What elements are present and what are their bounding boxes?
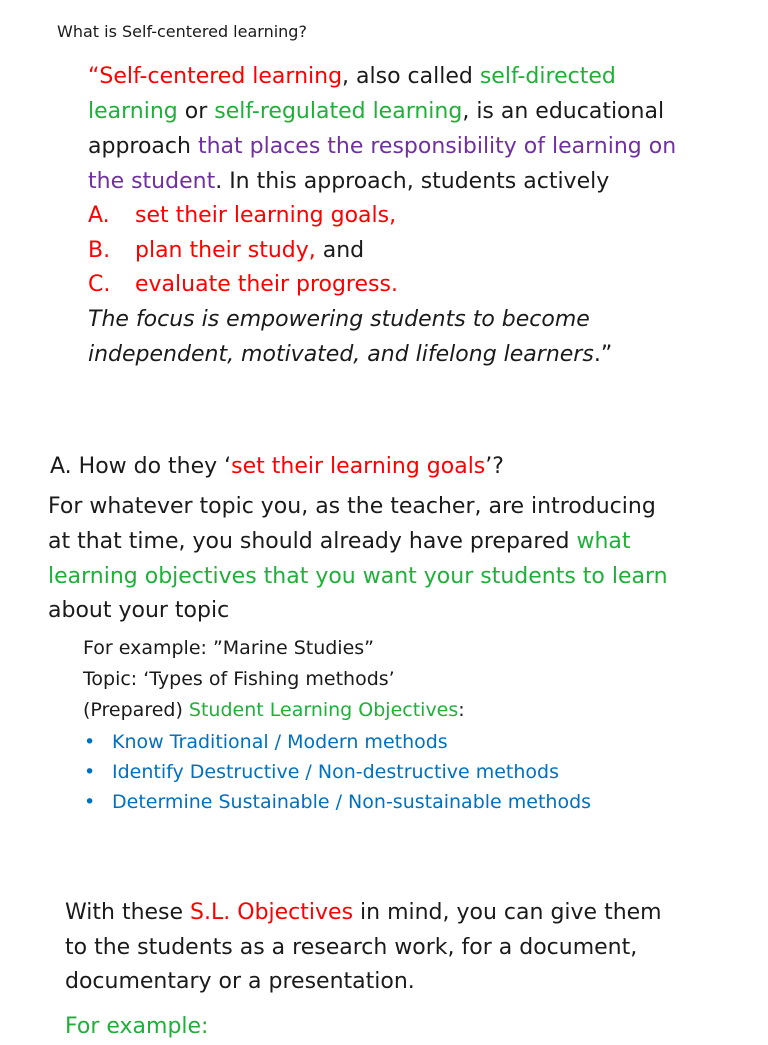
prepared-text: (Prepared) (83, 699, 189, 721)
closing-prefix: With these (65, 900, 191, 925)
step-marker: B. (88, 238, 111, 263)
section-line-2-text: at that time, you should already have prepared (48, 529, 577, 554)
section-line-2 (48, 525, 631, 560)
question-highlight: set their learning goals (231, 454, 486, 479)
section-line-4: about your topic (48, 598, 230, 623)
responsibility-phrase: that places the responsibility of learning on (197, 134, 677, 159)
bullet-icon: • (84, 731, 96, 753)
quote-line-1 (88, 60, 616, 95)
responsibility-phrase-cont: the student (88, 169, 216, 194)
example-objectives-label (83, 695, 465, 726)
sl-objectives: S.L. Objectives (190, 900, 354, 925)
step-text: plan their study, (135, 238, 316, 263)
cutoff-heading: For example: (65, 1014, 209, 1039)
step-marker: C. (88, 272, 111, 297)
closing-line-2: to the students as a research work, for a document, (65, 935, 638, 960)
colon: : (458, 699, 465, 721)
objectives-phrase-cont: learning objectives that you want your students to learn (48, 564, 668, 589)
quote-line-3 (88, 130, 676, 165)
example-topic: Topic: ‘Types of Fishing methods’ (83, 668, 395, 690)
heading-text: What is Self-centered learning? (57, 22, 307, 41)
term-self-regulated: self-regulated learning (214, 99, 463, 124)
objective-text: Know Traditional / Modern methods (112, 731, 448, 753)
text-approach: approach (88, 134, 198, 159)
quote-line-2 (88, 95, 664, 130)
objective-item (84, 727, 448, 758)
step-suffix: and (315, 238, 365, 263)
text-is-an-educational: , is an educational (462, 99, 665, 124)
bullet-icon: • (84, 761, 96, 783)
question-prefix: A. How do they ‘ (50, 454, 232, 479)
closing-line-1 (65, 896, 662, 931)
focus-text: independent, motivated, and lifelong learners (88, 342, 594, 367)
cutoff-clip (0, 1009, 768, 1039)
objective-text: Determine Sustainable / Non-sustainable methods (112, 791, 592, 813)
objective-item (84, 757, 559, 788)
page-heading (57, 21, 307, 43)
step-item (88, 199, 396, 234)
step-marker: A. (88, 203, 110, 228)
text-in-this-approach: . In this approach, students actively (215, 169, 610, 194)
question-suffix: ’? (485, 454, 504, 479)
term-self-centered: Self-centered learning (99, 64, 343, 89)
student-learning-objectives: Student Learning Objectives (188, 699, 459, 721)
open-quote: “ (88, 64, 100, 89)
section-line-1: For whatever topic you, as the teacher, are introducing (48, 494, 656, 519)
term-self-directed-cont: learning (88, 99, 178, 124)
section-question (50, 450, 504, 485)
step-item (88, 234, 364, 269)
text-or: or (177, 99, 215, 124)
objective-item (84, 787, 591, 818)
step-text: evaluate their progress. (135, 272, 398, 297)
closing-suffix: in mind, you can give them (353, 900, 662, 925)
bullet-icon: • (84, 791, 96, 813)
focus-line-2 (88, 338, 612, 373)
quote-line-4 (88, 165, 609, 200)
term-self-directed: self-directed (479, 64, 616, 89)
close-quote: .” (593, 342, 613, 367)
example-subject: For example: ”Marine Studies” (83, 637, 375, 659)
focus-line-1: The focus is empowering students to become (88, 307, 590, 332)
objective-text: Identify Destructive / Non-destructive methods (112, 761, 559, 783)
step-item (88, 268, 398, 303)
step-text: set their learning goals, (135, 203, 397, 228)
closing-line-3: documentary or a presentation. (65, 969, 415, 994)
text-also-called: , also called (342, 64, 480, 89)
objectives-phrase: what (576, 529, 631, 554)
